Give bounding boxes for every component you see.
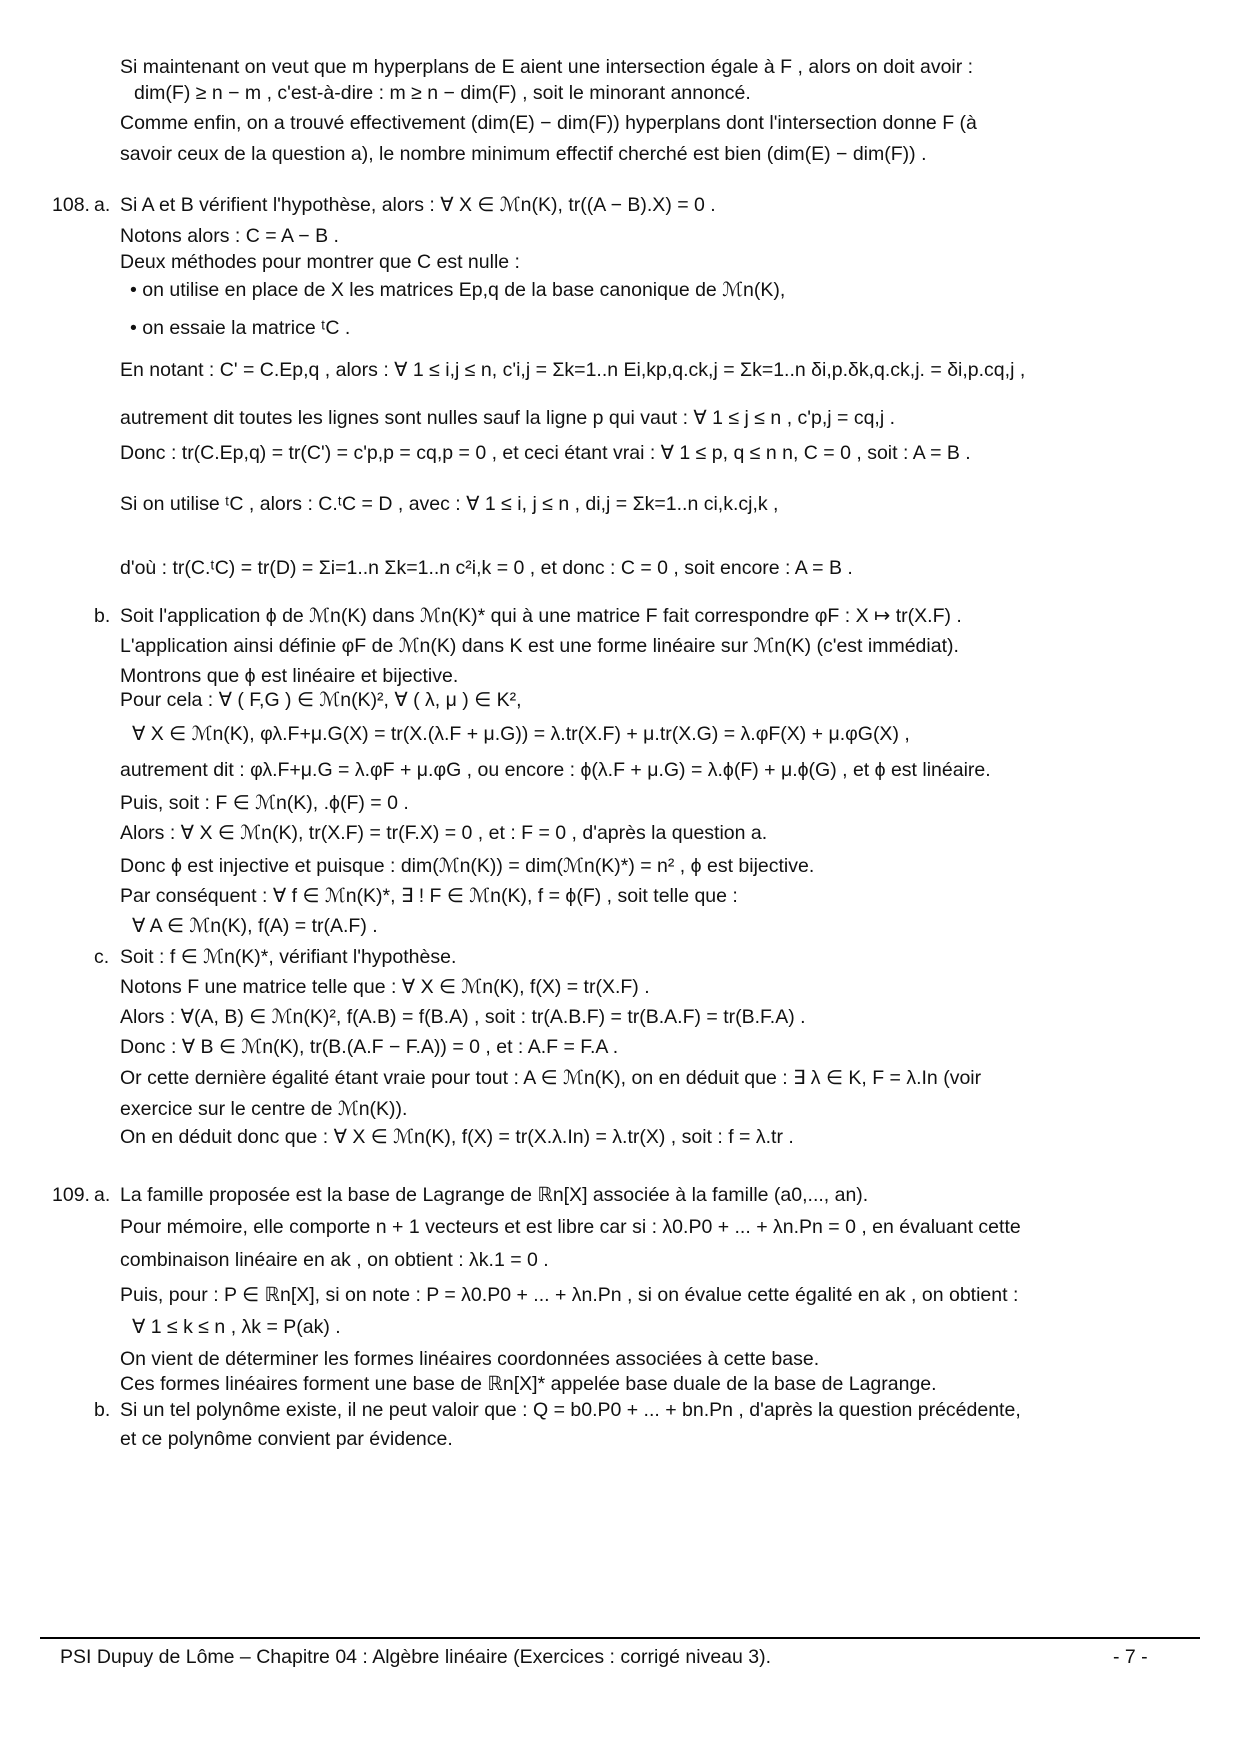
formula-line: En notant : C' = C.Ep,q , alors : ∀ 1 ≤ i,j ≤ n, c'i,j = Σk=1..n Ei,kp,q.ck,j = Σk=1..n δi,p.δk,q.ck,j. = δi,p.cq,j ,: [120, 359, 1026, 381]
formula-line: Donc : tr(C.Ep,q) = tr(C') = c'p,p = cq,p = 0 , et ceci étant vrai : ∀ 1 ≤ p, q ≤ n n, C = 0 , soit : A = B .: [120, 442, 971, 464]
formula-line: ∀ 1 ≤ k ≤ n , λk = P(ak) .: [132, 1316, 341, 1338]
exercise-number-109: 109.: [52, 1184, 90, 1206]
text-line: Si A et B vérifient l'hypothèse, alors : ∀ X ∈ ℳn(K), tr((A − B).X) = 0 .: [120, 194, 716, 216]
text-line: Notons F une matrice telle que : ∀ X ∈ ℳn(K), f(X) = tr(X.F) .: [120, 976, 650, 998]
formula-line: autrement dit : φλ.F+μ.G = λ.φF + μ.φG , ou encore : ϕ(λ.F + μ.G) = λ.ϕ(F) + μ.ϕ(G) , et ϕ est linéaire.: [120, 759, 991, 781]
text-line: Alors : ∀(A, B) ∈ ℳn(K)², f(A.B) = f(B.A) , soit : tr(A.B.F) = tr(B.A.F) = tr(B.F.A) .: [120, 1006, 806, 1028]
text-line: Or cette dernière égalité étant vraie pour tout : A ∈ ℳn(K), on en déduit que : ∃ λ ∈ K, F = λ.In (voir: [120, 1067, 982, 1089]
footer-divider: [40, 1637, 1200, 1639]
text-line: Pour mémoire, elle comporte n + 1 vecteurs et est libre car si : λ0.P0 + ... + λn.Pn = 0 , en évaluant cette: [120, 1216, 1021, 1238]
text-line: Deux méthodes pour montrer que C est nulle :: [120, 251, 520, 273]
question-label-109b: b.: [94, 1399, 111, 1421]
question-label-109a: a.: [94, 1184, 111, 1206]
intro-line: Si maintenant on veut que m hyperplans de E aient une intersection égale à F , alors on doit avoir :: [120, 56, 974, 78]
text-line: Puis, soit : F ∈ ℳn(K), .ϕ(F) = 0 .: [120, 792, 409, 814]
intro-line: dim(F) ≥ n − m , c'est-à-dire : m ≥ n − dim(F) , soit le minorant annoncé.: [134, 82, 751, 104]
text-line: Alors : ∀ X ∈ ℳn(K), tr(X.F) = tr(F.X) = 0 , et : F = 0 , d'après la question a.: [120, 822, 768, 844]
intro-line: savoir ceux de la question a), le nombre minimum effectif cherché est bien (dim(E) − dim(F)) .: [120, 143, 927, 165]
bullet-line: • on utilise en place de X les matrices Ep,q de la base canonique de ℳn(K),: [130, 279, 786, 301]
text-line: Soit l'application ϕ de ℳn(K) dans ℳn(K)* qui à une matrice F fait correspondre φF : X ↦ tr(X.F) .: [120, 605, 962, 627]
text-line: Donc ϕ est injective et puisque : dim(ℳn(K)) = dim(ℳn(K)*) = n² , ϕ est bijective.: [120, 855, 815, 877]
page-number: - 7 -: [1113, 1646, 1148, 1668]
text-line: On vient de déterminer les formes linéaires coordonnées associées à cette base.: [120, 1348, 820, 1370]
bullet-line: • on essaie la matrice ᵗC .: [130, 317, 351, 339]
question-label-108c: c.: [94, 946, 110, 968]
question-label-108a: a.: [94, 194, 111, 216]
text-line: combinaison linéaire en ak , on obtient : λk.1 = 0 .: [120, 1249, 549, 1271]
text-line: Par conséquent : ∀ f ∈ ℳn(K)*, ∃ ! F ∈ ℳn(K), f = ϕ(F) , soit telle que :: [120, 885, 738, 907]
text-line: Puis, pour : P ∈ ℝn[X], si on note : P = λ0.P0 + ... + λn.Pn , si on évalue cette égalité en ak , on obtient :: [120, 1284, 1019, 1306]
text-line: Notons alors : C = A − B .: [120, 225, 339, 247]
exercise-number-108: 108.: [52, 194, 90, 216]
text-line: exercice sur le centre de ℳn(K)).: [120, 1098, 408, 1120]
formula-line: ∀ A ∈ ℳn(K), f(A) = tr(A.F) .: [132, 915, 378, 937]
text-line: autrement dit toutes les lignes sont nulles sauf la ligne p qui vaut : ∀ 1 ≤ j ≤ n , c'p,j = cq,j .: [120, 407, 896, 429]
text-line: Donc : ∀ B ∈ ℳn(K), tr(B.(A.F − F.A)) = 0 , et : A.F = F.A .: [120, 1036, 619, 1058]
text-line: La famille proposée est la base de Lagrange de ℝn[X] associée à la famille (a0,..., an).: [120, 1184, 869, 1206]
formula-line: Si on utilise ᵗC , alors : C.ᵗC = D , avec : ∀ 1 ≤ i, j ≤ n , di,j = Σk=1..n ci,k.cj,k ,: [120, 493, 779, 515]
text-line: L'application ainsi définie φF de ℳn(K) dans K est une forme linéaire sur ℳn(K) (c'est immédiat).: [120, 635, 959, 657]
formula-line: ∀ X ∈ ℳn(K), φλ.F+μ.G(X) = tr(X.(λ.F + μ.G)) = λ.tr(X.F) + μ.tr(X.G) = λ.φF(X) + μ.φG(X) ,: [132, 723, 910, 745]
text-line: Pour cela : ∀ ( F,G ) ∈ ℳn(K)², ∀ ( λ, μ ) ∈ K²,: [120, 689, 522, 711]
text-line: Montrons que ϕ est linéaire et bijective.: [120, 665, 459, 687]
intro-line: Comme enfin, on a trouvé effectivement (dim(E) − dim(F)) hyperplans dont l'intersection donne F (à: [120, 112, 977, 134]
footer-left-text: PSI Dupuy de Lôme – Chapitre 04 : Algèbre linéaire (Exercices : corrigé niveau 3).: [60, 1646, 772, 1668]
text-line: et ce polynôme convient par évidence.: [120, 1428, 453, 1450]
formula-line: d'où : tr(C.ᵗC) = tr(D) = Σi=1..n Σk=1..n c²i,k = 0 , et donc : C = 0 , soit encore : A = B .: [120, 557, 853, 579]
text-line: Si un tel polynôme existe, il ne peut valoir que : Q = b0.P0 + ... + bn.Pn , d'après la question précédente,: [120, 1399, 1021, 1421]
question-label-108b: b.: [94, 605, 111, 627]
text-line: On en déduit donc que : ∀ X ∈ ℳn(K), f(X) = tr(X.λ.In) = λ.tr(X) , soit : f = λ.tr .: [120, 1126, 794, 1148]
text-line: Ces formes linéaires forment une base de ℝn[X]* appelée base duale de la base de Lagrange.: [120, 1373, 937, 1395]
text-line: Soit : f ∈ ℳn(K)*, vérifiant l'hypothèse.: [120, 946, 457, 968]
